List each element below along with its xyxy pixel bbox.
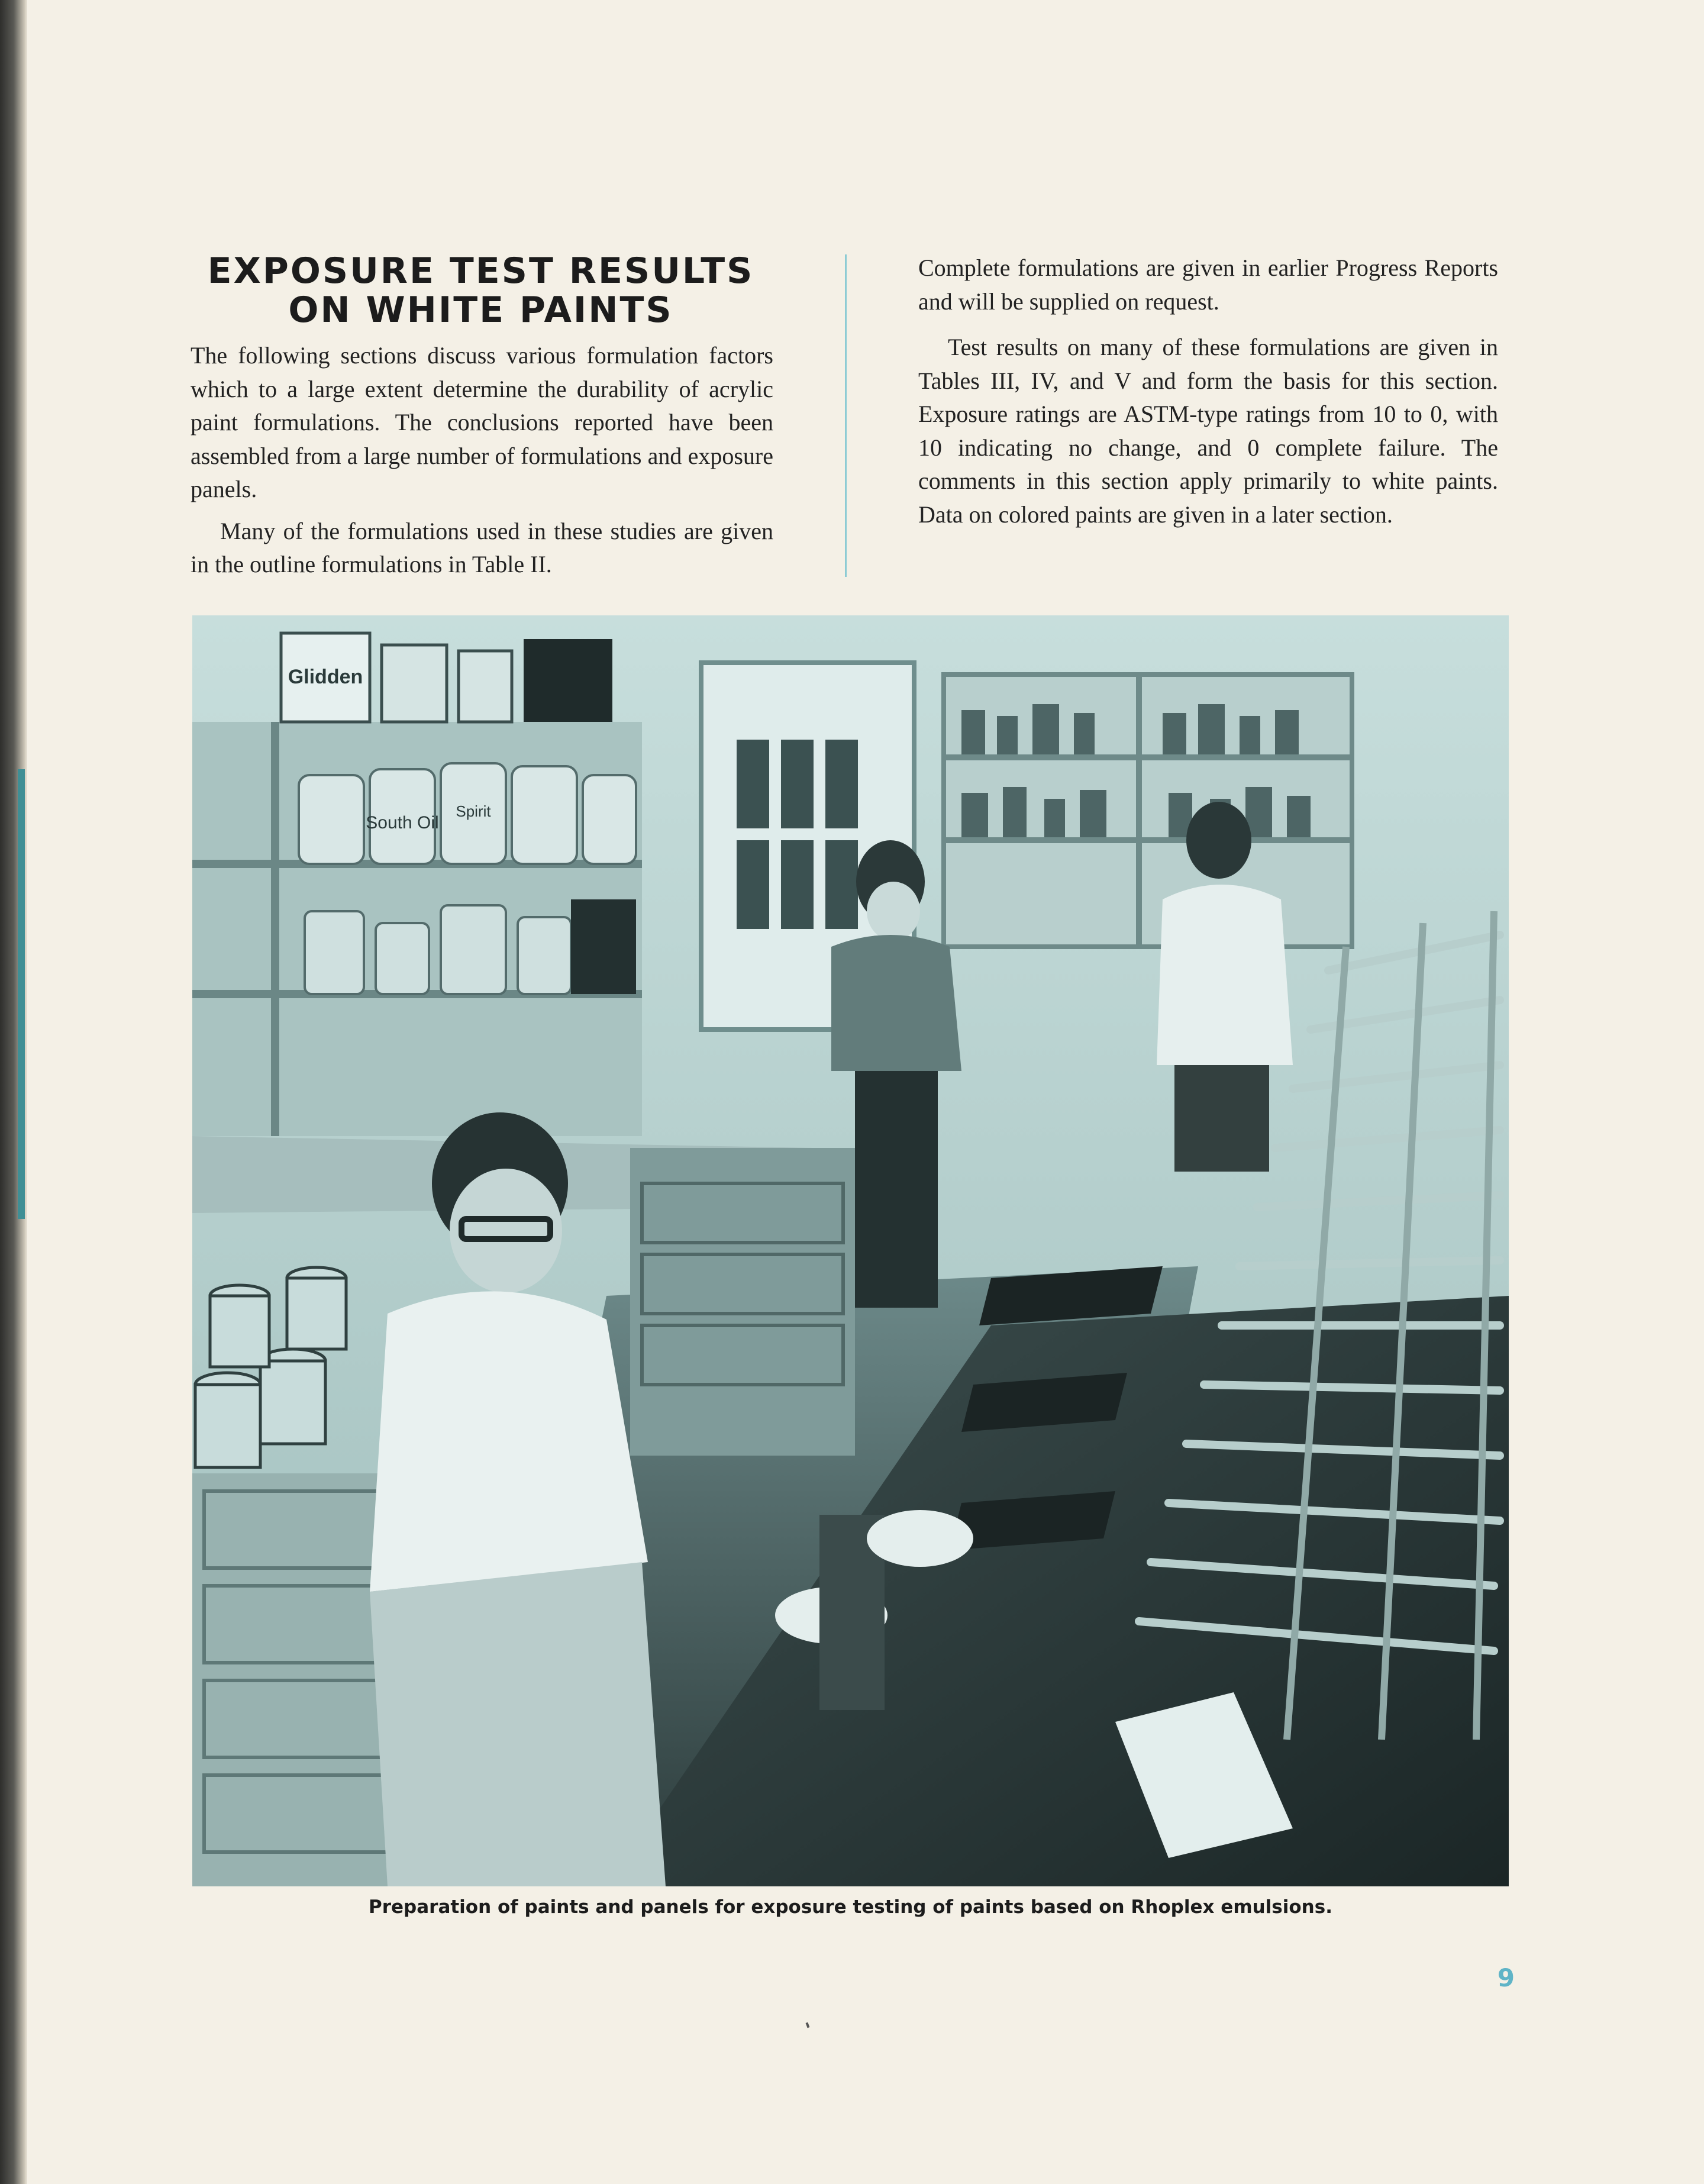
right-paragraph-2: Test results on many of these formulations are given in Tables III, IV, and V and form the basis for this section. Exposure ratings are ASTM-type ratings from 10 to 0, with 10 indicating no change, and 0 complete failure. The comments in this section apply primarily to white paints. Data on colored paints are given in a later section.: [918, 334, 1498, 528]
jar-label-glidden: Glidden: [288, 666, 363, 688]
photo-caption: Preparation of paints and panels for exposure testing of paints based on Rhoplex emulsions.: [369, 1896, 1332, 1918]
heading-line-1: EXPOSURE TEST RESULTS: [207, 250, 754, 292]
left-text-column: [191, 339, 773, 582]
left-paragraph-2: Many of the formulations used in these studies are given in the outline formulations in Table II.: [191, 517, 773, 578]
page-edge-marker: [18, 769, 25, 1219]
column-divider: [845, 254, 847, 577]
right-paragraph-1: Complete formulations are given in earlier Progress Reports and will be supplied on request.: [918, 254, 1498, 315]
lab-photograph: [192, 615, 1509, 1886]
page-number: 9: [1497, 1963, 1515, 1992]
jar-label-south-oil: South Oil: [366, 813, 439, 833]
jar-label-spirit: Spirit: [456, 802, 491, 820]
heading-line-2: ON WHITE PAINTS: [288, 289, 673, 331]
right-text-column: [918, 251, 1498, 531]
section-heading: [189, 251, 772, 330]
left-paragraph-1: The following sections discuss various formulation factors which to a large extent determine the durability of acrylic paint formulations. The conclusions reported have been assembled from a large number of formulations and exposure panels.: [191, 342, 773, 502]
